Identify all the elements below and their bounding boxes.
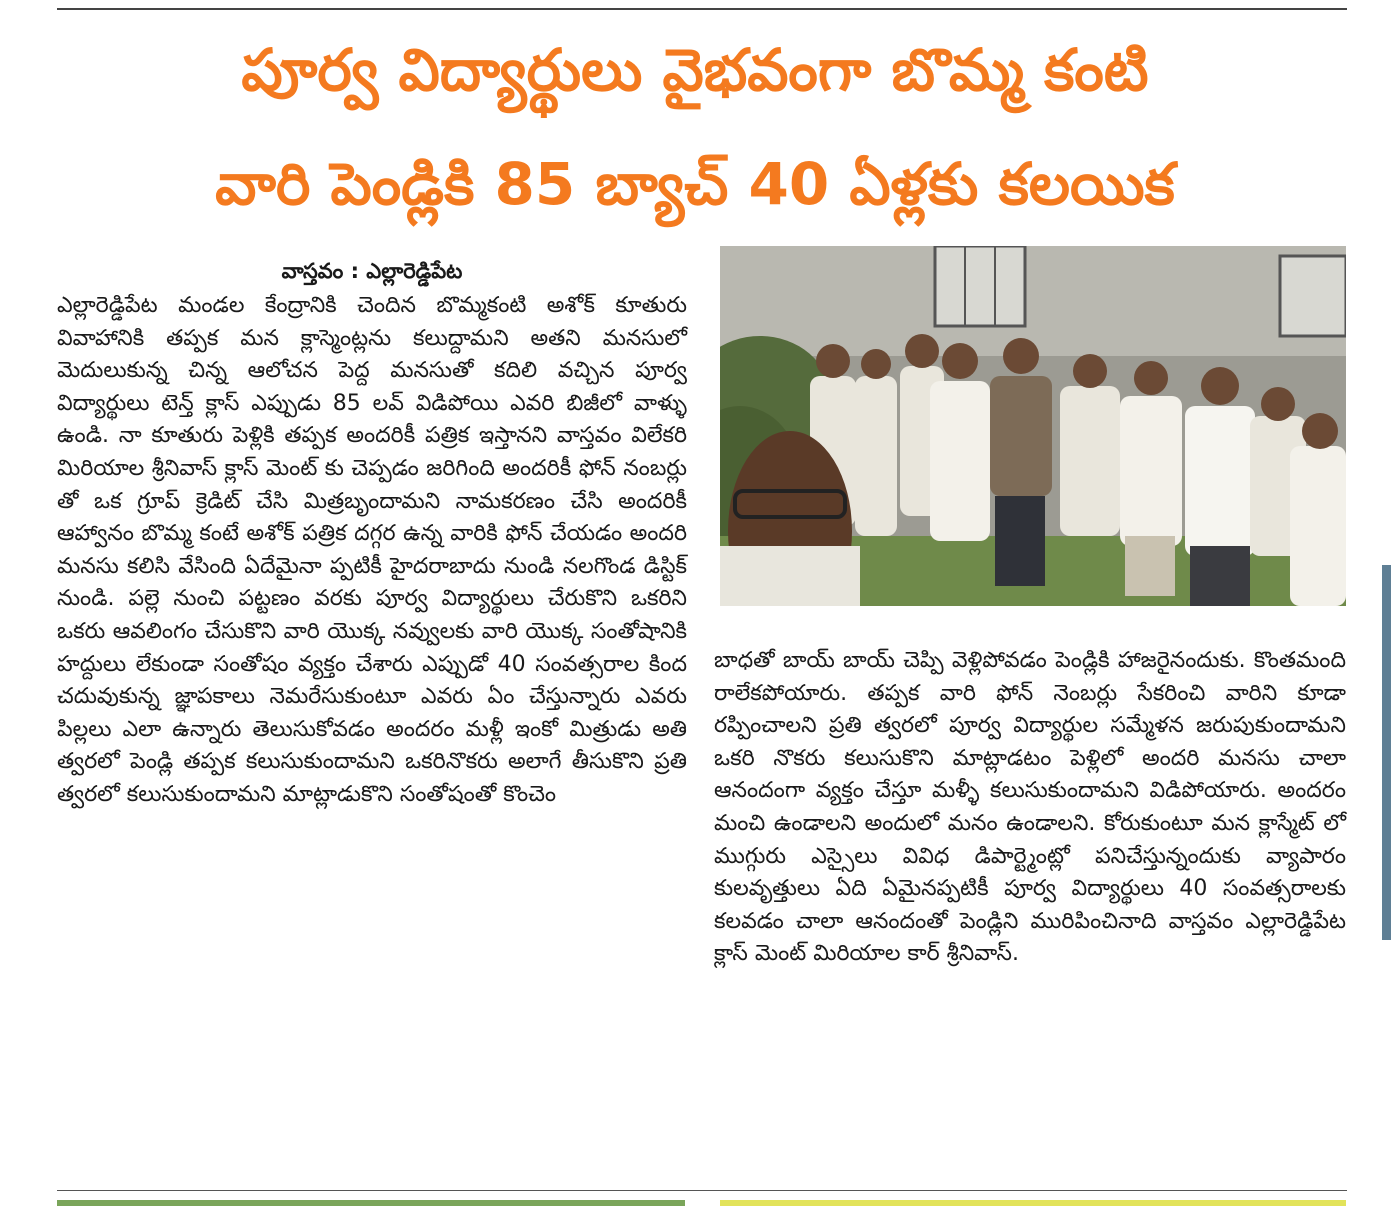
article-right-column [714,645,1346,971]
headline-line-1: పూర్వ విద్యార్థులు వైభవంగా బొమ్మ కంటి [241,36,1149,104]
adjacent-photo-edge [1382,565,1391,940]
dateline: వాస్తవం : ఎల్లారెడ్డిపేట [281,259,463,283]
next-article-image-left [57,1200,685,1206]
headline-line-2: వారి పెండ్లికి 85 బ్యాచ్ 40 ఏళ్లకు కలయిక [215,150,1175,218]
article-right-text: బాధతో బాయ్ బాయ్ చెప్పి వెళ్లిపోవడం పెండ్లికి హాజరైనందుకు. కొంతమంది రాలేకపోయారు. తప్పక వారి ఫోన్ నెంబర్లు సేకరించి వారిని కూడా రప్పించాలని ప్రతి త్వరలో పూర్వ విద్యార్థుల సమ్మేళన జరుపుకుందామని ఒకరి నొకరు కలుసుకొని మాట్లాడటం పెళ్లిలో అందరి మనసు చాలా ఆనందంగా వ్యక్తం చేస్తూ మళ్ళీ కలుసుకుందామని విడిపోయారు. అందరం మంచి ఉండాలని అందులో మనం ఉండాలని. కోరుకుంటూ మన క్లాస్మేట్ లో ముగ్గురు ఎస్సైలు వివిధ డిపార్ట్మెంట్లో పనిచేస్తున్నందుకు వ్యాపారం కులవృత్తులు ఏది ఏమైనప్పటికీ పూర్వ విద్యార్థులు 40 సంవత్సరాలకు కలవడం చాలా ఆనందంతో పెండ్లిని మురిపించినాది వాస్తవం ఎల్లారెడ్డిపేట క్లాస్ మెంట్ మిరియాల కార్ శ్రీనివాస్. [714,648,1346,967]
top-rule [57,8,1347,10]
next-article-image-right [720,1200,1346,1206]
bottom-rule [57,1190,1347,1191]
article-left-column [57,290,687,812]
group-photo [720,246,1346,606]
article-left-text: ఎల్లారెడ్డిపేట మండల కేంద్రానికి చెందిన బొమ్మకంటి అశోక్ కూతురు వివాహానికి తప్పక మన క్లాస్మెంట్లను కలుద్దామని అతని మనసులో మెదులుకున్న చిన్న ఆలోచన పెద్ద మనసుతో కదిలి వచ్చిన పూర్వ విద్యార్థులు టెన్త్ క్లాస్ ఎప్పుడు 85 లవ్ విడిపోయి ఎవరి బిజీలో వాళ్ళు ఉండి. నా కూతురు పెళ్లికి తప్పక అందరికీ పత్రిక ఇస్తానని వాస్తవం విలేకరి మిరియాల శ్రీనివాస్ క్లాస్ మెంట్ కు చెప్పడం జరిగింది అందరికీ ఫోన్ నంబర్లు తో ఒక గ్రూప్ క్రెడిట్ చేసి మిత్రబృందామని నామకరణం చేసి అందరికీ ఆహ్వానం బొమ్మ కంటే అశోక్ పత్రిక దగ్గర ఉన్న వారికి ఫోన్ చేయడం అందరి మనసు కలిసి వేసింది ఏదేమైనా ప్పటికీ హైదరాబాదు నుండి నలగొండ డిస్టిక్ నుండి. పల్లె నుంచి పట్టణం వరకు పూర్వ విద్యార్థులు చేరుకొని ఒకరిని ఒకరు ఆవలింగం చేసుకొని వారి యొక్క నవ్వులకు వారి యొక్క సంతోషానికి హద్దులు లేకుండా సంతోషం వ్యక్తం చేశారు ఎప్పుడో 40 సంవత్సరాల కింద చదువుకున్న జ్ఞాపకాలు నెమరేసుకుంటూ ఎవరు ఏం చేస్తున్నారు ఎవరు పిల్లలు ఎలా ఉన్నారు తెలుసుకోవడం అందరం మళ్లీ ఇంకో మిత్రుడు అతి త్వరలో పెండ్లి తప్పక కలుసుకుందామని ఒకరినొకరు అలాగే తీసుకొని ప్రతి త్వరలో కలుసుకుందామని మాట్లాడుకొని సంతోషంతో కొంచెం [57,293,687,807]
